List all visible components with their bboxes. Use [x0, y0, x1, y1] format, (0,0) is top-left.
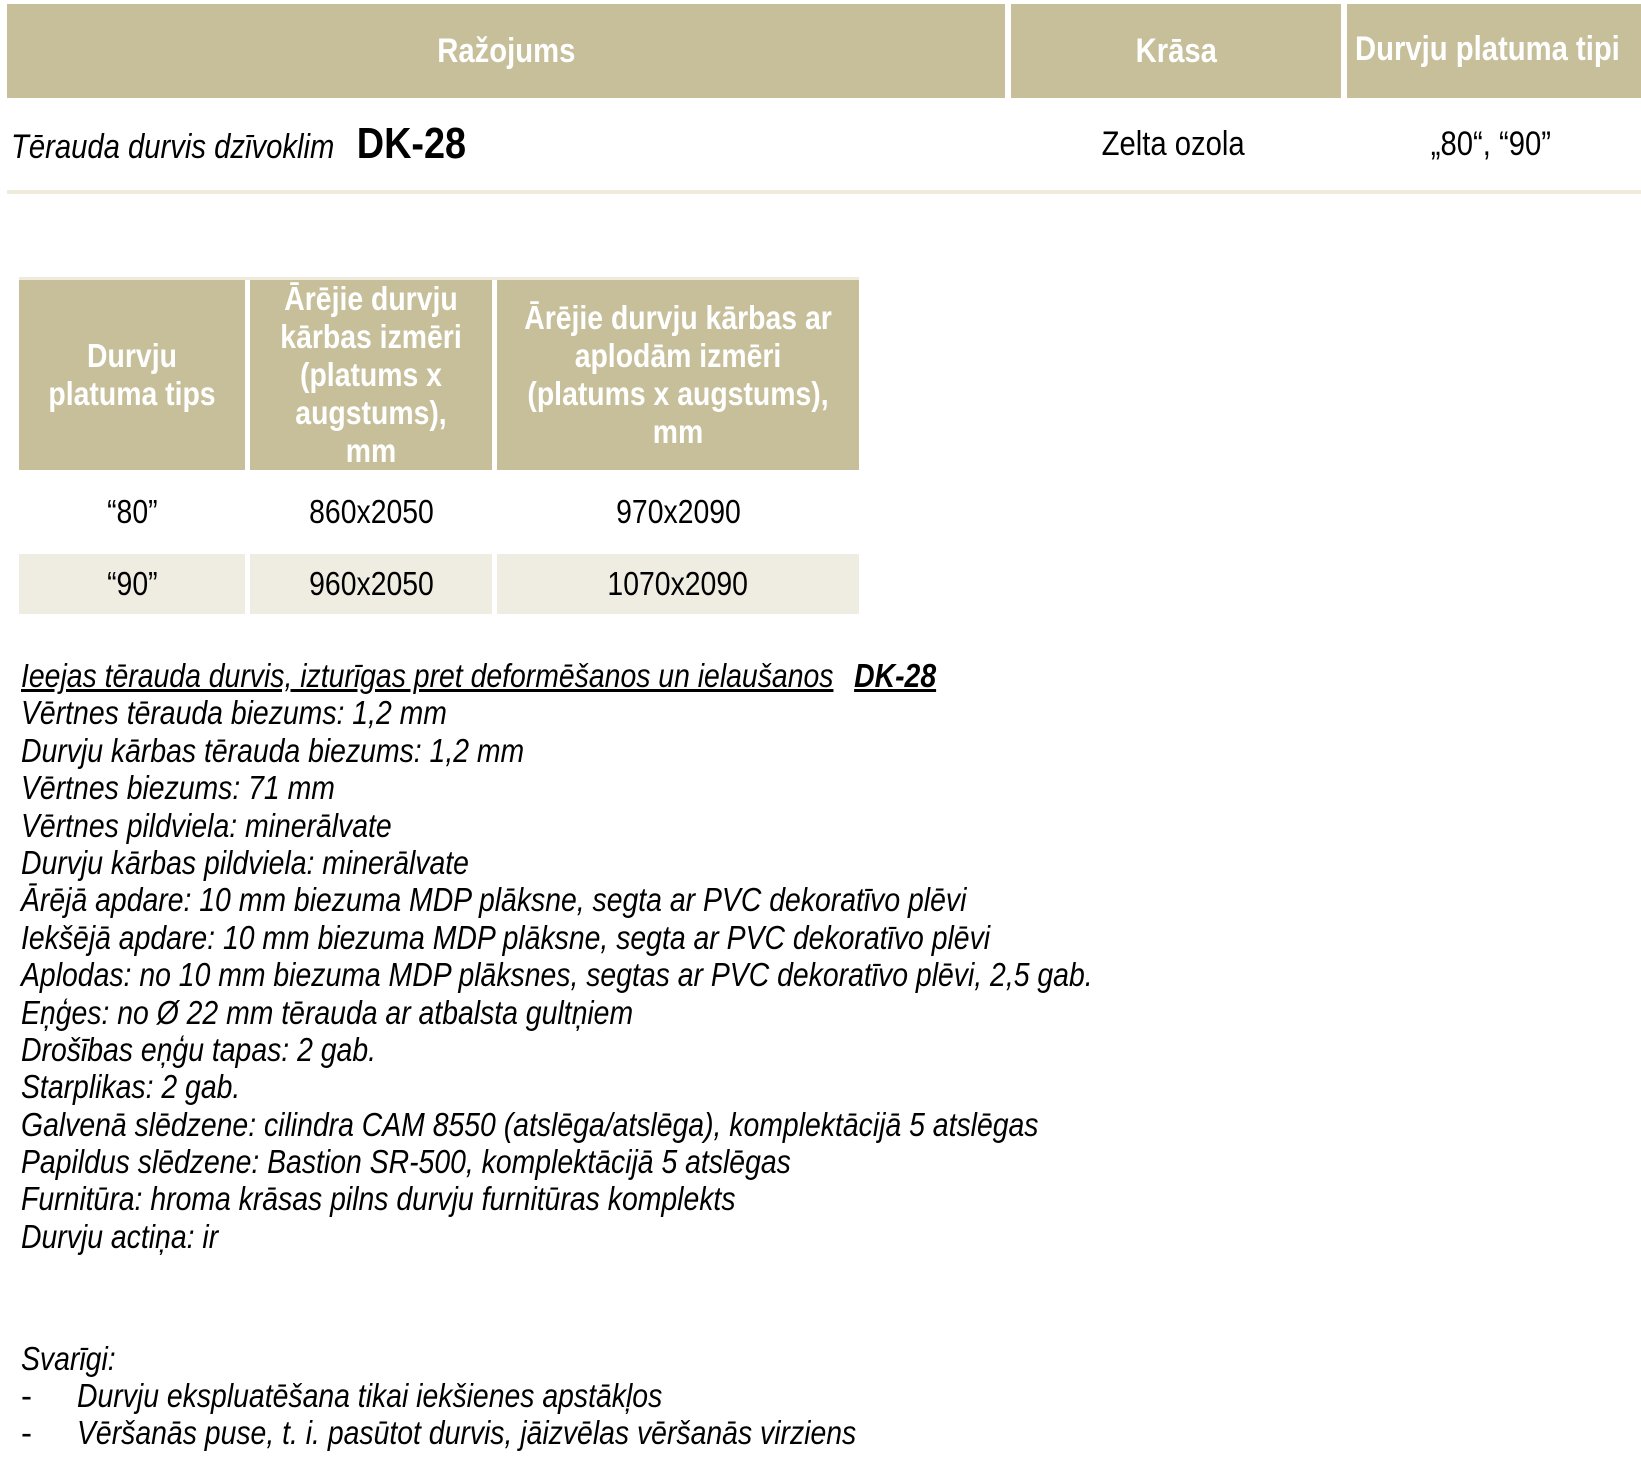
- spec-line: Durvju actiņa: ir: [21, 1217, 219, 1255]
- specs-heading-code: DK-28: [854, 657, 937, 694]
- header-product: Ražojums: [7, 4, 1005, 98]
- product-name-cell: [7, 119, 1005, 169]
- header-frame-with-trim: Ārējie durvju kārbas ar aplodām izmēri (platums x augstums), mm: [497, 280, 859, 470]
- product-table-header: [7, 4, 1641, 98]
- header-width-type: Durvju platuma tips: [19, 280, 245, 470]
- list-item: - Vēršanās puse, t. i. pasūtot durvis, jāizvēlas vēršanās virziens: [21, 1414, 857, 1451]
- specs-list: [21, 657, 1267, 1255]
- bullet-dash: -: [21, 1377, 32, 1414]
- spec-line: Galvenā slēdzene: cilindra CAM 8550 (atslēga/atslēga), komplektācijā 5 atslēgas: [21, 1105, 1039, 1143]
- table-row: [19, 482, 859, 542]
- important-title-line: [21, 1340, 983, 1377]
- cell-width-type: “90”: [19, 554, 245, 614]
- product-name: Tērauda durvis dzīvoklim: [11, 128, 335, 166]
- cell-width-type: “80”: [106, 493, 158, 530]
- spec-line: Iekšējā apdare: 10 mm biezuma MDP plāksne, segta ar PVC dekoratīvo plēvi: [21, 918, 991, 956]
- spec-line: Eņģes: no Ø 22 mm tērauda ar atbalsta gultņiem: [21, 993, 634, 1031]
- header-width-types: Durvju platuma tipi: [1347, 4, 1641, 98]
- cell-frame-with-trim: 1070x2090: [497, 554, 859, 614]
- spec-line: Ārējā apdare: 10 mm biezuma MDP plāksne, segta ar PVC dekoratīvo plēvi: [21, 881, 967, 919]
- table-row: [19, 554, 859, 614]
- important-notes: [21, 1340, 983, 1451]
- spec-line: Vērtnes tērauda biezums: 1,2 mm: [21, 694, 447, 732]
- bullet-dash: -: [21, 1414, 32, 1451]
- size-table: [19, 277, 859, 614]
- size-table-header: [19, 277, 859, 470]
- spec-line: Durvju kārbas pildviela: minerālvate: [21, 843, 469, 881]
- product-width-types: „80“, “90”: [1430, 124, 1552, 163]
- header-frame-size: Ārējie durvju kārbas izmēri (platums x augstums), mm: [250, 280, 492, 470]
- spec-line: Furnitūra: hroma krāsas pilns durvju furnitūras komplekts: [21, 1180, 736, 1218]
- product-code: DK-28: [356, 119, 467, 168]
- product-color: Zelta ozola: [1101, 124, 1245, 163]
- specs-heading-line: [21, 657, 1267, 694]
- spec-line: Drošības eņģu tapas: 2 gab.: [21, 1030, 376, 1068]
- cell-frame-with-trim: 970x2090: [615, 493, 741, 530]
- spec-line: Papildus slēdzene: Bastion SR-500, komplektācijā 5 atslēgas: [21, 1143, 791, 1181]
- spec-line: Starplikas: 2 gab.: [21, 1068, 241, 1106]
- spec-line: Durvju kārbas tērauda biezums: 1,2 mm: [21, 731, 525, 769]
- cell-frame-size: 960x2050: [250, 554, 492, 614]
- spec-line: Vērtnes biezums: 71 mm: [21, 769, 335, 807]
- header-color: Krāsa: [1011, 4, 1341, 98]
- important-title: Svarīgi:: [21, 1340, 116, 1377]
- product-row: [7, 98, 1641, 194]
- spec-line: Vērtnes pildviela: minerālvate: [21, 806, 392, 844]
- product-table: [7, 4, 1641, 194]
- list-item: - Durvju ekspluatēšana tikai iekšienes apstākļos: [21, 1377, 663, 1414]
- spec-line: Aplodas: no 10 mm biezuma MDP plāksnes, segtas ar PVC dekoratīvo plēvi, 2,5 gab.: [21, 956, 1093, 994]
- cell-frame-size: 860x2050: [308, 493, 434, 530]
- specs-heading: Ieejas tērauda durvis, izturīgas pret deformēšanos un ielaušanos: [21, 657, 834, 694]
